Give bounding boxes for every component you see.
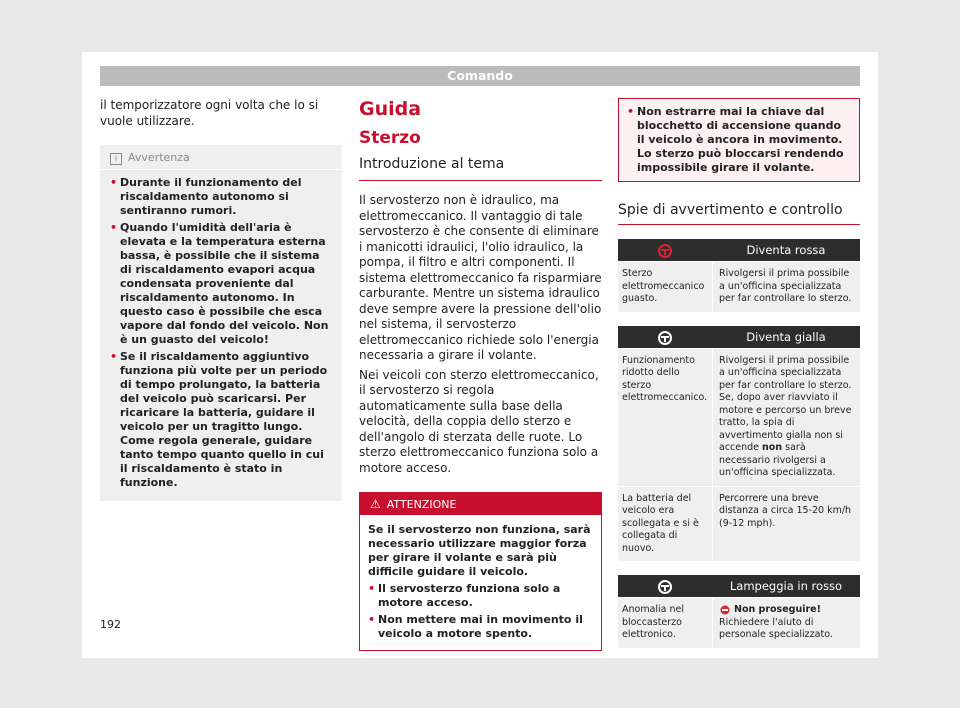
stop-icon: [719, 605, 731, 615]
indicator-table-yellow: [618, 326, 860, 562]
table-header: [618, 239, 860, 261]
bullet-icon: •: [627, 105, 635, 118]
steering-warning-icon: [657, 244, 673, 258]
steering-warning-icon: [657, 331, 673, 345]
table-title: Diventa rossa: [746, 243, 826, 257]
column-right: [618, 98, 860, 648]
bullet-icon: •: [110, 176, 118, 189]
intro-text: il temporizzatore ogni volta che lo si vuole utilizzare.: [100, 98, 319, 128]
column-left: [100, 98, 342, 501]
bullet-icon: •: [368, 613, 376, 626]
warning-box: [359, 492, 602, 651]
warning-item: • Non mettere mai in movimento il veicolo a motore spento.: [368, 613, 583, 640]
heading-sterzo: Sterzo: [359, 128, 421, 148]
warning-triangle-icon: ⚠: [370, 497, 381, 511]
paragraph-2: Nei veicoli con sterzo elettromeccanico, il servosterzo si regola automaticamente sulla base della velocità, della coppia dello sterzo e dell'angolo di sterzata delle ruote. Lo sterzo elettromeccanico funziona solo a motore acceso.: [359, 367, 599, 475]
table-row: Anomalia nel bloccasterzo elettronico. Non proseguire! Richiedere l'aiuto di personale specializzato.: [618, 597, 860, 648]
warning-title: ATTENZIONE: [386, 498, 457, 511]
bullet-icon: •: [110, 350, 118, 363]
warning-body: [360, 515, 601, 650]
note-header: [100, 145, 342, 170]
note-item: • Quando l'umidità dell'aria è elevata e la temperatura esterna bassa, è possibile che il sistema di riscaldamento evapori acqua condensata proveniente dal riscaldamento autonomo. In questo caso è possibile che esca vapore dal fondo del veicolo. Non è un guasto del veicolo!: [110, 221, 329, 346]
info-icon: i: [110, 153, 122, 165]
note-title: Avvertenza: [128, 151, 190, 164]
page-header: Comando: [100, 66, 860, 86]
page-number: 192: [100, 618, 121, 631]
note-item: • Se il riscaldamento aggiuntivo funziona più volte per un periodo di tempo prolungato, la batteria del veicolo può scaricarsi. Per ricaricare la batteria, guidare il veicolo per un tragitto lungo. Come regola generale, guidare tanto tempo quanto quello in cui il riscaldamento è stato in funzione.: [110, 350, 328, 489]
warning-intro: Se il servosterzo non funziona, sarà necessario utilizzare maggior forza per girare il volante e sarà più difficile guidare il veicolo.: [368, 523, 591, 578]
warning-item: • Il servosterzo funziona solo a motore acceso.: [368, 582, 561, 609]
paragraph-1: Il servosterzo non è idraulico, ma elettromeccanico. Il vantaggio di tale servosterzo è che consente di eliminare i manicotti idraulici, l'olio idraulico, la pompa, il filtro e altri componenti. Il sistema elettromeccanico fa risparmiare carburante. Mentre un sistema idraulico deve sempre avere la pressione dell'olio nel sistema, il servosterzo elettromeccanico richiede solo l'energia necessaria a girare il volante.: [359, 193, 602, 362]
table-title: Diventa gialla: [746, 329, 826, 344]
table-row: Funzionamento ridotto dello sterzo elettromeccanico. Rivolgersi il prima possibile a un'officina specializzata per far controllare lo sterzo. Se, dopo aver riavviato il motore e percorso un breve tratto, la spia di avvertimento gialla non si accende non sarà necessario rivolgersi a un'officina specializzata.: [618, 348, 860, 486]
note-body: [100, 170, 342, 490]
heading-guida: Guida: [359, 98, 422, 120]
note-item: • Durante il funzionamento del riscaldamento autonomo si sentiranno rumori.: [110, 176, 302, 217]
table-header: [618, 326, 860, 348]
bullet-icon: •: [110, 221, 118, 234]
bullet-icon: •: [368, 582, 376, 595]
steering-warning-icon: [657, 580, 673, 594]
indicator-table-flashing: [618, 575, 860, 648]
column-middle: [359, 98, 602, 651]
table-title: Lampeggia in rosso: [729, 579, 843, 593]
indicator-table-red: [618, 239, 860, 312]
section-title: Introduzione al tema: [359, 156, 602, 181]
section-title-spie: Spie di avvertimento e controllo: [618, 202, 860, 225]
warning-header: [360, 493, 601, 515]
warning-continued-box: • Non estrarre mai la chiave dal blocchetto di accensione quando il veicolo è ancora in movimento. Lo sterzo può bloccarsi rendendo impossibile girare il volante.: [618, 98, 860, 182]
note-box: [100, 145, 342, 501]
table-row: La batteria del veicolo era scollegata e si è collegata di nuovo. Percorrere una breve distanza a circa 15-20 km/h (9-12 mph).: [618, 486, 860, 562]
table-row: Sterzo elettromeccanico guasto. Rivolgersi il prima possibile a un'officina specializzata per far controllare lo sterzo.: [618, 261, 860, 312]
table-header: [618, 575, 860, 597]
